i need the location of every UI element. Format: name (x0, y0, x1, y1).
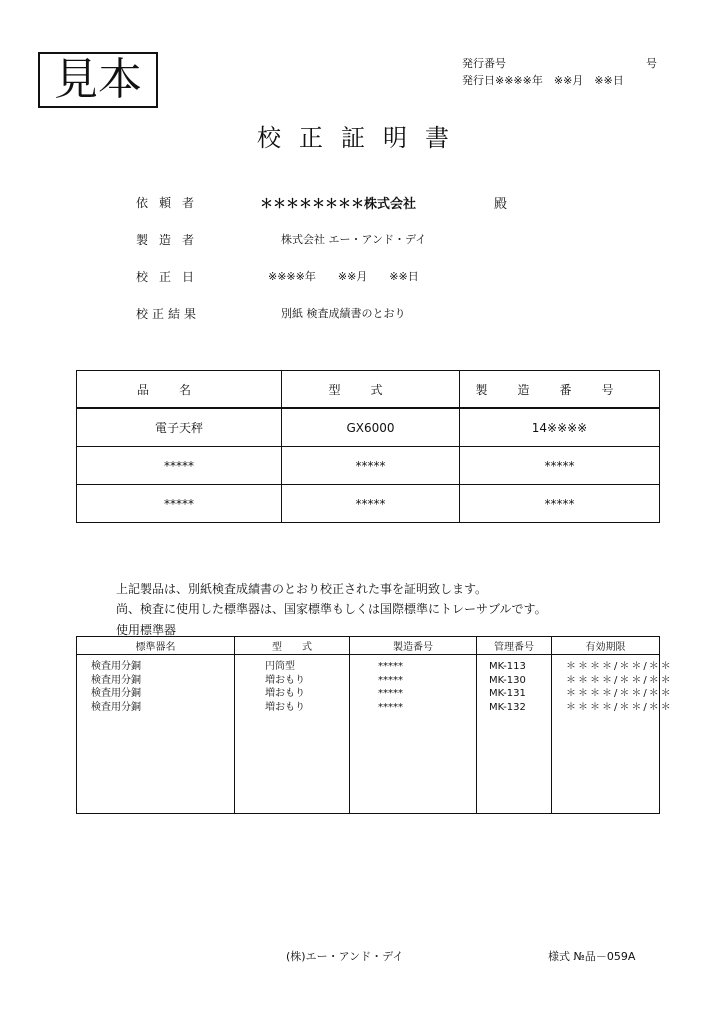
list-item: MK-131 (489, 688, 526, 699)
expiry-column (552, 655, 673, 814)
list-item: 検査用分銅 (91, 688, 141, 699)
table-row (77, 447, 660, 485)
issue-number-suffix: 号 (646, 57, 657, 70)
table-row (77, 408, 660, 447)
calibration-date-value: ※※※※年 ※※月 ※※日 (268, 270, 419, 283)
list-item: 検査用分銅 (91, 674, 141, 686)
calibration-date-label: 校正日 (136, 270, 206, 284)
model-cell: ***** (282, 447, 460, 485)
product-name-cell: 電子天秤 (77, 408, 282, 447)
header-model: 型式 (282, 371, 460, 409)
standards-table (76, 636, 673, 814)
list-item: ***** (378, 674, 403, 686)
model-cell: GX6000 (282, 408, 460, 447)
list-item: 円筒型 (265, 661, 295, 672)
sample-stamp: 見本 (38, 52, 158, 108)
list-item: ＊＊＊＊/＊＊/＊＊ (566, 701, 673, 713)
product-table-header (77, 371, 660, 409)
product-name-cell: ***** (77, 485, 282, 523)
calibration-result-label: 校正結果 (136, 307, 201, 321)
calibration-result-value: 別紙 検査成績書のとおり (281, 307, 406, 320)
list-item: MK-113 (489, 661, 526, 672)
header-standard-name: 標準器名 (77, 637, 235, 655)
product-name-cell: ***** (77, 447, 282, 485)
header-expiry: 有効期限 (552, 637, 660, 655)
control-number-column (477, 655, 552, 814)
standards-section-label: 使用標準器 (116, 623, 177, 637)
document-title: 校正証明書 (257, 124, 467, 152)
footer-form-number: 様式 №品－059A (548, 950, 636, 963)
list-item: 増おもり (265, 674, 305, 686)
issue-date: 発行日※※※※年 ※※月 ※※日 (462, 74, 624, 87)
list-item: MK-132 (489, 701, 526, 713)
product-table (76, 370, 660, 523)
manufacturer-value: 株式会社 エー・アンド・デイ (281, 233, 427, 246)
header-control-number: 管理番号 (477, 637, 552, 655)
standards-table-header (77, 637, 660, 655)
serial-cell: ***** (460, 447, 660, 485)
list-item: ***** (378, 661, 403, 672)
header-standard-serial: 製造番号 (350, 637, 477, 655)
list-item: 増おもり (265, 688, 305, 699)
list-item: ＊＊＊＊/＊＊/＊＊ (566, 661, 673, 672)
list-item: ***** (378, 688, 403, 699)
list-item: 増おもり (265, 701, 305, 713)
list-item: ＊＊＊＊/＊＊/＊＊ (566, 688, 673, 699)
serial-cell: ***** (460, 485, 660, 523)
traceability-statement: 尚、検査に使用した標準器は、国家標準もしくは国際標準にトレーサブルです。 (116, 602, 547, 616)
footer-company: (株)エー・アンド・デイ (286, 950, 404, 963)
standard-model-column (235, 655, 350, 814)
list-item: ***** (378, 701, 403, 713)
header-serial-number: 製造番号 (460, 371, 660, 409)
model-cell: ***** (282, 485, 460, 523)
list-item: ＊＊＊＊/＊＊/＊＊ (566, 674, 673, 686)
table-row (77, 485, 660, 523)
requester-honorific: 殿 (494, 197, 508, 212)
standard-serial-column (350, 655, 477, 814)
header-standard-model: 型 式 (235, 637, 350, 655)
requester-value: ＊＊＊＊＊＊＊＊株式会社 (260, 197, 417, 212)
requester-label: 依頼者 (136, 196, 206, 210)
list-item: 検査用分銅 (91, 701, 141, 713)
list-item: 検査用分銅 (91, 661, 141, 672)
manufacturer-label: 製造者 (136, 233, 206, 247)
issue-number-label: 発行番号 (462, 57, 506, 70)
standard-name-column (77, 655, 235, 814)
standards-table-body (77, 655, 660, 814)
header-product-name: 品名 (77, 371, 282, 409)
serial-cell: 14※※※※ (460, 408, 660, 447)
list-item: MK-130 (489, 674, 526, 686)
certification-statement: 上記製品は、別紙検査成績書のとおり校正された事を証明致します。 (116, 582, 488, 596)
